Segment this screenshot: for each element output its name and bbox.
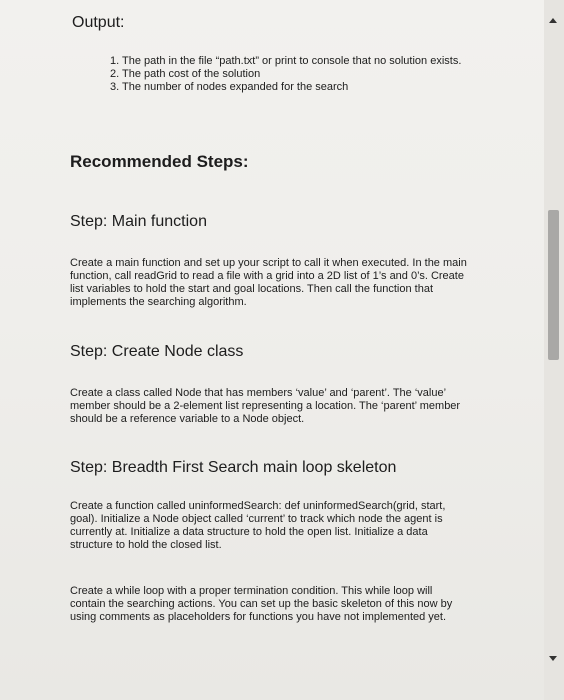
scroll-up-icon[interactable] [549, 18, 557, 23]
step-main-function-heading: Step: Main function [70, 213, 207, 230]
step-main-function-text: Create a main function and set up your script to call it when executed. In the main function, call readGrid to read a file with a grid into a 2D list of 1’s and 0’s. Create list variables to hold the start and goal locations. Then call the function that implements the searching algorithm. [70, 257, 467, 308]
output-title: Output: [72, 14, 125, 31]
step-node-class-text: Create a class called Node that has members ‘value’ and ‘parent’. The ‘value’ member should be a 2-element list representing a location. The ‘parent’ member should be a reference variable to a Node object. [70, 387, 461, 425]
step-bfs-heading: Step: Breadth First Search main loop skeleton [70, 459, 397, 476]
recommended-steps-heading: Recommended Steps: [70, 152, 249, 171]
list-item: 3. The number of nodes expanded for the search [110, 81, 349, 93]
scroll-down-icon[interactable] [549, 656, 557, 661]
step-node-class-heading: Step: Create Node class [70, 343, 244, 360]
list-item: 1. The path in the file “path.txt” or print to console that no solution exists. [110, 55, 462, 67]
step-bfs-text-1: Create a function called uninformedSearch: def uninformedSearch(grid, start, goal). Initialize a Node object called ‘current’ to track which node the agent is currently at. Initialize a data structure to hold the open list. Initialize a data structure to hold the closed list. [70, 500, 446, 551]
scrollbar-thumb[interactable] [548, 210, 559, 360]
vertical-scrollbar[interactable] [544, 0, 564, 700]
step-bfs-text-2: Create a while loop with a proper termination condition. This while loop will contain the searching actions. You can set up the basic skeleton of this now by using comments as placeholders for functions you have not implemented yet. [70, 585, 453, 623]
list-item: 2. The path cost of the solution [110, 68, 261, 80]
output-list [110, 55, 470, 94]
